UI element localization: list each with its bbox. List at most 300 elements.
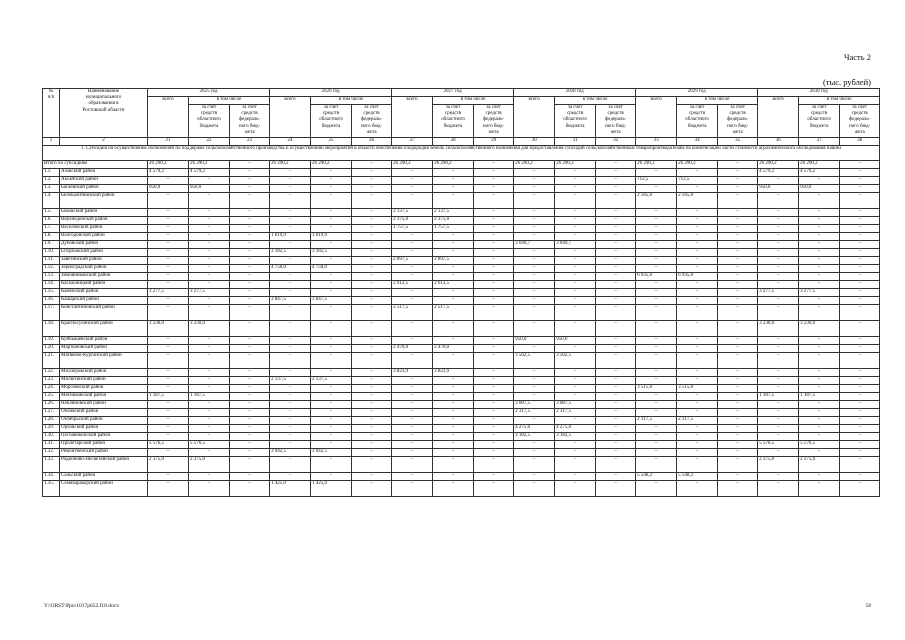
row-value: – xyxy=(311,457,352,473)
row-value: – xyxy=(148,473,189,481)
row-value: – xyxy=(514,217,555,225)
row-value: – xyxy=(758,401,799,409)
row-value: – xyxy=(433,393,474,401)
row-value: – xyxy=(555,169,596,177)
header-year: 2026 год xyxy=(270,89,392,97)
row-value: – xyxy=(555,289,596,297)
district-name: Верхнедонской район xyxy=(60,217,148,225)
row-value: – xyxy=(799,385,840,393)
row-value: – xyxy=(799,225,840,233)
row-value: – xyxy=(270,217,311,225)
row-value: – xyxy=(311,217,352,225)
row-value: – xyxy=(840,281,880,289)
district-name: Милютинский район xyxy=(60,377,148,385)
row-value: – xyxy=(596,289,636,297)
row-value: – xyxy=(270,345,311,353)
row-value: – xyxy=(677,433,718,441)
row-value: 2 897,5 xyxy=(392,257,433,265)
row-value: – xyxy=(636,249,677,257)
row-value: 2 470,0 xyxy=(433,345,474,353)
row-value: – xyxy=(230,441,270,449)
table-row xyxy=(43,217,880,225)
row-value: – xyxy=(677,321,718,337)
row-value: – xyxy=(352,425,392,433)
total-value: 26 290,2 xyxy=(758,161,799,169)
row-number: 1.1. xyxy=(43,169,60,177)
row-value: – xyxy=(677,337,718,345)
row-value: – xyxy=(189,433,230,441)
table-row xyxy=(43,385,880,393)
row-value: – xyxy=(392,169,433,177)
row-value: – xyxy=(636,209,677,217)
row-value: – xyxy=(840,385,880,393)
row-value: – xyxy=(636,225,677,233)
row-value: – xyxy=(189,369,230,377)
row-value: – xyxy=(392,241,433,249)
district-name: Константиновский район xyxy=(60,305,148,321)
row-value: – xyxy=(148,345,189,353)
row-value: – xyxy=(596,409,636,417)
district-name: Мартыновский район xyxy=(60,345,148,353)
row-value: – xyxy=(677,169,718,177)
row-value: – xyxy=(474,257,514,265)
row-value: – xyxy=(392,425,433,433)
row-value: – xyxy=(148,369,189,377)
row-value: – xyxy=(555,449,596,457)
row-value: – xyxy=(270,209,311,217)
row-value: – xyxy=(514,321,555,337)
row-value: 3 277,5 xyxy=(758,289,799,297)
column-number: 38 xyxy=(840,138,880,146)
row-value: – xyxy=(840,185,880,193)
row-value: – xyxy=(311,257,352,265)
row-value: – xyxy=(352,377,392,385)
row-value: – xyxy=(718,369,758,377)
row-value: – xyxy=(514,281,555,289)
row-value: – xyxy=(433,193,474,209)
header-total: всего xyxy=(636,97,677,138)
row-number: 1.31. xyxy=(43,441,60,449)
row-value: 1 187,5 xyxy=(799,393,840,401)
row-value: – xyxy=(718,273,758,281)
table-row xyxy=(43,401,880,409)
column-number: 30 xyxy=(514,138,555,146)
row-value: – xyxy=(474,449,514,457)
table-row xyxy=(43,185,880,193)
row-value: – xyxy=(392,449,433,457)
row-value: – xyxy=(758,193,799,209)
row-number: 1.32. xyxy=(43,449,60,457)
row-value: 1 425,0 xyxy=(311,481,352,497)
row-value: – xyxy=(555,281,596,289)
row-value: – xyxy=(799,273,840,281)
row-value: – xyxy=(799,417,840,425)
row-value: – xyxy=(392,377,433,385)
row-value: – xyxy=(799,337,840,345)
row-value: – xyxy=(474,385,514,393)
row-value: – xyxy=(596,433,636,441)
row-value: – xyxy=(148,297,189,305)
row-value: – xyxy=(799,249,840,257)
header-federal: за счет средств федераль- ного бюд- жета xyxy=(230,105,270,138)
row-value: – xyxy=(433,449,474,457)
row-value: – xyxy=(352,385,392,393)
row-value: – xyxy=(758,337,799,345)
row-value: – xyxy=(270,401,311,409)
row-value: – xyxy=(636,185,677,193)
row-value: – xyxy=(474,249,514,257)
district-name: Зерноградский район xyxy=(60,265,148,273)
row-value: – xyxy=(474,281,514,289)
column-number: 21 xyxy=(148,138,189,146)
table-row xyxy=(43,337,880,345)
row-number: 1.16. xyxy=(43,297,60,305)
row-value: – xyxy=(758,217,799,225)
row-number: 1.29. xyxy=(43,425,60,433)
row-value: – xyxy=(514,441,555,449)
header-total: всего xyxy=(270,97,311,138)
header-incl: в том числе xyxy=(311,97,392,105)
table-row xyxy=(43,377,880,385)
row-value: 3 049,7 xyxy=(555,241,596,249)
row-value: – xyxy=(799,433,840,441)
table-row xyxy=(43,457,880,473)
row-value: – xyxy=(636,297,677,305)
row-value: – xyxy=(514,449,555,457)
header-total: всего xyxy=(758,97,799,138)
column-numbers-row xyxy=(43,138,880,146)
row-value: – xyxy=(799,369,840,377)
row-value: – xyxy=(352,169,392,177)
row-value: – xyxy=(758,281,799,289)
row-value: 3 182,5 xyxy=(311,249,352,257)
row-value: – xyxy=(799,425,840,433)
district-name: Мясниковский район xyxy=(60,393,148,401)
section-title-row xyxy=(43,146,880,161)
table-row xyxy=(43,249,880,257)
row-value: – xyxy=(270,353,311,369)
row-value: – xyxy=(311,289,352,297)
row-value: – xyxy=(230,449,270,457)
column-number: 37 xyxy=(799,138,840,146)
row-value: – xyxy=(189,241,230,249)
row-value: 1 187,5 xyxy=(148,393,189,401)
row-value: – xyxy=(636,449,677,457)
row-value: – xyxy=(311,433,352,441)
district-name: Егорлыкский район xyxy=(60,249,148,257)
row-value: 1 619,9 xyxy=(270,233,311,241)
row-value: – xyxy=(799,265,840,273)
row-value: 3 942,5 xyxy=(270,449,311,457)
district-name: Красносулинский район xyxy=(60,321,148,337)
row-value: 2 897,5 xyxy=(433,257,474,265)
row-value: – xyxy=(148,233,189,241)
row-value: – xyxy=(514,257,555,265)
row-value: – xyxy=(799,449,840,457)
row-value: – xyxy=(392,193,433,209)
row-value: – xyxy=(636,321,677,337)
row-value: – xyxy=(189,473,230,481)
row-value: 3 182,5 xyxy=(514,433,555,441)
row-value: – xyxy=(758,241,799,249)
header-year: 2030 год xyxy=(758,89,880,97)
row-value: – xyxy=(433,441,474,449)
row-value: – xyxy=(392,185,433,193)
total-value: 26 290,2 xyxy=(799,161,840,169)
row-value: 5 576,5 xyxy=(758,441,799,449)
row-value: – xyxy=(433,297,474,305)
row-value: 5 576,5 xyxy=(799,441,840,449)
row-value: – xyxy=(474,193,514,209)
row-value: – xyxy=(433,337,474,345)
row-value: – xyxy=(352,457,392,473)
row-value: – xyxy=(148,193,189,209)
row-number: 1.3. xyxy=(43,185,60,193)
row-value: – xyxy=(718,265,758,273)
row-value: – xyxy=(433,249,474,257)
row-value: – xyxy=(514,417,555,425)
row-value: – xyxy=(636,401,677,409)
row-value: – xyxy=(474,433,514,441)
row-value: 950,0 xyxy=(148,185,189,193)
row-value: – xyxy=(799,281,840,289)
row-value: – xyxy=(596,401,636,409)
row-value: – xyxy=(270,425,311,433)
row-value: – xyxy=(352,177,392,185)
file-path: Y:\ORST\Ppo\1017p652.f18.docx xyxy=(44,603,119,609)
row-number: 1.6. xyxy=(43,217,60,225)
row-value: 4 275,0 xyxy=(555,425,596,433)
header-year: 2028 год xyxy=(514,89,636,97)
row-value: – xyxy=(596,281,636,289)
row-value: – xyxy=(840,217,880,225)
row-value: – xyxy=(799,177,840,185)
row-value: – xyxy=(474,345,514,353)
row-value: 2 565,0 xyxy=(636,193,677,209)
row-value: – xyxy=(596,417,636,425)
row-value: – xyxy=(352,305,392,321)
row-value: – xyxy=(718,409,758,417)
row-value: – xyxy=(718,393,758,401)
subsidy-table xyxy=(42,88,880,497)
row-value: – xyxy=(799,193,840,209)
row-value: – xyxy=(636,257,677,265)
row-value: – xyxy=(677,297,718,305)
total-value: 26 290,2 xyxy=(514,161,555,169)
row-value: – xyxy=(230,273,270,281)
row-value: – xyxy=(677,233,718,241)
district-name: Родионово-Несветайский район xyxy=(60,457,148,473)
row-value: – xyxy=(189,193,230,209)
row-value: – xyxy=(758,433,799,441)
header-incl: в том числе xyxy=(799,97,880,105)
row-value: 6 935,0 xyxy=(636,273,677,281)
row-value: – xyxy=(148,417,189,425)
row-value: – xyxy=(758,249,799,257)
row-value: – xyxy=(352,401,392,409)
row-value: – xyxy=(677,249,718,257)
row-value: – xyxy=(352,353,392,369)
row-value: – xyxy=(474,369,514,377)
row-value: – xyxy=(718,281,758,289)
row-value: – xyxy=(596,217,636,225)
row-value: – xyxy=(311,369,352,377)
row-value: – xyxy=(311,305,352,321)
column-number: 27 xyxy=(392,138,433,146)
table-row xyxy=(43,425,880,433)
row-value: – xyxy=(392,249,433,257)
row-value: – xyxy=(230,337,270,345)
row-value: – xyxy=(799,481,840,497)
row-value: – xyxy=(270,225,311,233)
row-value: – xyxy=(555,233,596,241)
row-value: – xyxy=(799,209,840,217)
row-value: – xyxy=(352,209,392,217)
row-value: – xyxy=(514,265,555,273)
row-value: – xyxy=(352,273,392,281)
row-value: – xyxy=(758,305,799,321)
row-value: – xyxy=(555,209,596,217)
row-value: – xyxy=(758,481,799,497)
row-value: – xyxy=(636,369,677,377)
row-number: 1.15. xyxy=(43,289,60,297)
row-value: – xyxy=(189,225,230,233)
row-value: – xyxy=(718,185,758,193)
row-value: – xyxy=(189,345,230,353)
row-value: – xyxy=(474,457,514,473)
row-value: – xyxy=(596,321,636,337)
row-value: 3 049,7 xyxy=(514,241,555,249)
row-value: – xyxy=(311,321,352,337)
total-value: – xyxy=(596,161,636,169)
row-value: 1 425,0 xyxy=(270,481,311,497)
row-value: – xyxy=(392,401,433,409)
district-name: Неклиновский район xyxy=(60,401,148,409)
row-value: – xyxy=(799,353,840,369)
row-value: – xyxy=(352,249,392,257)
row-value: – xyxy=(514,177,555,185)
row-value: – xyxy=(392,297,433,305)
row-value: – xyxy=(189,281,230,289)
row-value: – xyxy=(555,377,596,385)
row-value: – xyxy=(230,425,270,433)
row-value: 6 935,0 xyxy=(677,273,718,281)
total-value: 26 290,2 xyxy=(392,161,433,169)
row-number: 1.14. xyxy=(43,281,60,289)
row-value: 2 375,0 xyxy=(433,217,474,225)
row-value: – xyxy=(230,209,270,217)
row-value: – xyxy=(230,257,270,265)
table-row xyxy=(43,209,880,217)
row-value: – xyxy=(474,169,514,177)
row-value: 2 317,5 xyxy=(636,417,677,425)
row-value: – xyxy=(718,345,758,353)
row-value: – xyxy=(758,177,799,185)
table-row xyxy=(43,321,880,337)
row-value: – xyxy=(189,249,230,257)
row-value: – xyxy=(677,265,718,273)
row-value: 5 576,5 xyxy=(148,441,189,449)
row-value: – xyxy=(270,321,311,337)
row-value: – xyxy=(352,193,392,209)
row-value: – xyxy=(311,393,352,401)
row-value: – xyxy=(148,425,189,433)
row-value: 950,0 xyxy=(555,337,596,345)
row-value: – xyxy=(636,393,677,401)
row-value: – xyxy=(677,377,718,385)
row-value: – xyxy=(840,353,880,369)
row-value: – xyxy=(677,209,718,217)
column-number: 28 xyxy=(433,138,474,146)
row-value: – xyxy=(474,473,514,481)
row-value: 4 750,0 xyxy=(270,265,311,273)
row-value: – xyxy=(433,353,474,369)
row-value: – xyxy=(433,377,474,385)
row-value: – xyxy=(840,265,880,273)
table-row xyxy=(43,241,880,249)
row-value: – xyxy=(718,401,758,409)
row-value: 2 517,5 xyxy=(433,305,474,321)
row-value: – xyxy=(474,273,514,281)
row-value: – xyxy=(514,345,555,353)
row-value: 2 137,5 xyxy=(392,209,433,217)
row-value: – xyxy=(392,417,433,425)
row-value: – xyxy=(718,473,758,481)
district-name: Ремонтненский район xyxy=(60,449,148,457)
row-value: – xyxy=(840,241,880,249)
row-value: – xyxy=(148,241,189,249)
row-value: 3 847,5 xyxy=(311,297,352,305)
row-value: – xyxy=(352,409,392,417)
column-number: 33 xyxy=(636,138,677,146)
total-value: 26 290,2 xyxy=(189,161,230,169)
row-number: 1.20. xyxy=(43,345,60,353)
row-value: – xyxy=(433,481,474,497)
row-value: – xyxy=(799,401,840,409)
row-value: 950,0 xyxy=(758,185,799,193)
row-value: – xyxy=(636,169,677,177)
row-value: – xyxy=(555,193,596,209)
row-value: – xyxy=(514,193,555,209)
row-value: – xyxy=(433,241,474,249)
row-value: – xyxy=(840,193,880,209)
row-value: 3 847,5 xyxy=(270,297,311,305)
row-value: – xyxy=(148,377,189,385)
row-value: – xyxy=(514,209,555,217)
row-value: – xyxy=(189,265,230,273)
row-value: – xyxy=(352,289,392,297)
total-value: – xyxy=(840,161,880,169)
row-value: – xyxy=(270,409,311,417)
row-value: – xyxy=(799,241,840,249)
row-value: 2 137,5 xyxy=(311,377,352,385)
row-value: – xyxy=(189,409,230,417)
row-value: – xyxy=(311,225,352,233)
district-name: Зимовниковский район xyxy=(60,273,148,281)
header-regional: за счет средств областного бюджета xyxy=(677,105,718,138)
row-value: – xyxy=(189,273,230,281)
row-value: – xyxy=(392,481,433,497)
row-value: 3 182,5 xyxy=(555,433,596,441)
district-name: Боковский район xyxy=(60,209,148,217)
header-federal: за счет средств федераль- ного бюд- жета xyxy=(718,105,758,138)
row-value: – xyxy=(148,353,189,369)
row-value: – xyxy=(189,449,230,457)
row-value: – xyxy=(677,217,718,225)
row-value: – xyxy=(189,417,230,425)
row-value: – xyxy=(270,417,311,425)
row-value: – xyxy=(311,473,352,481)
